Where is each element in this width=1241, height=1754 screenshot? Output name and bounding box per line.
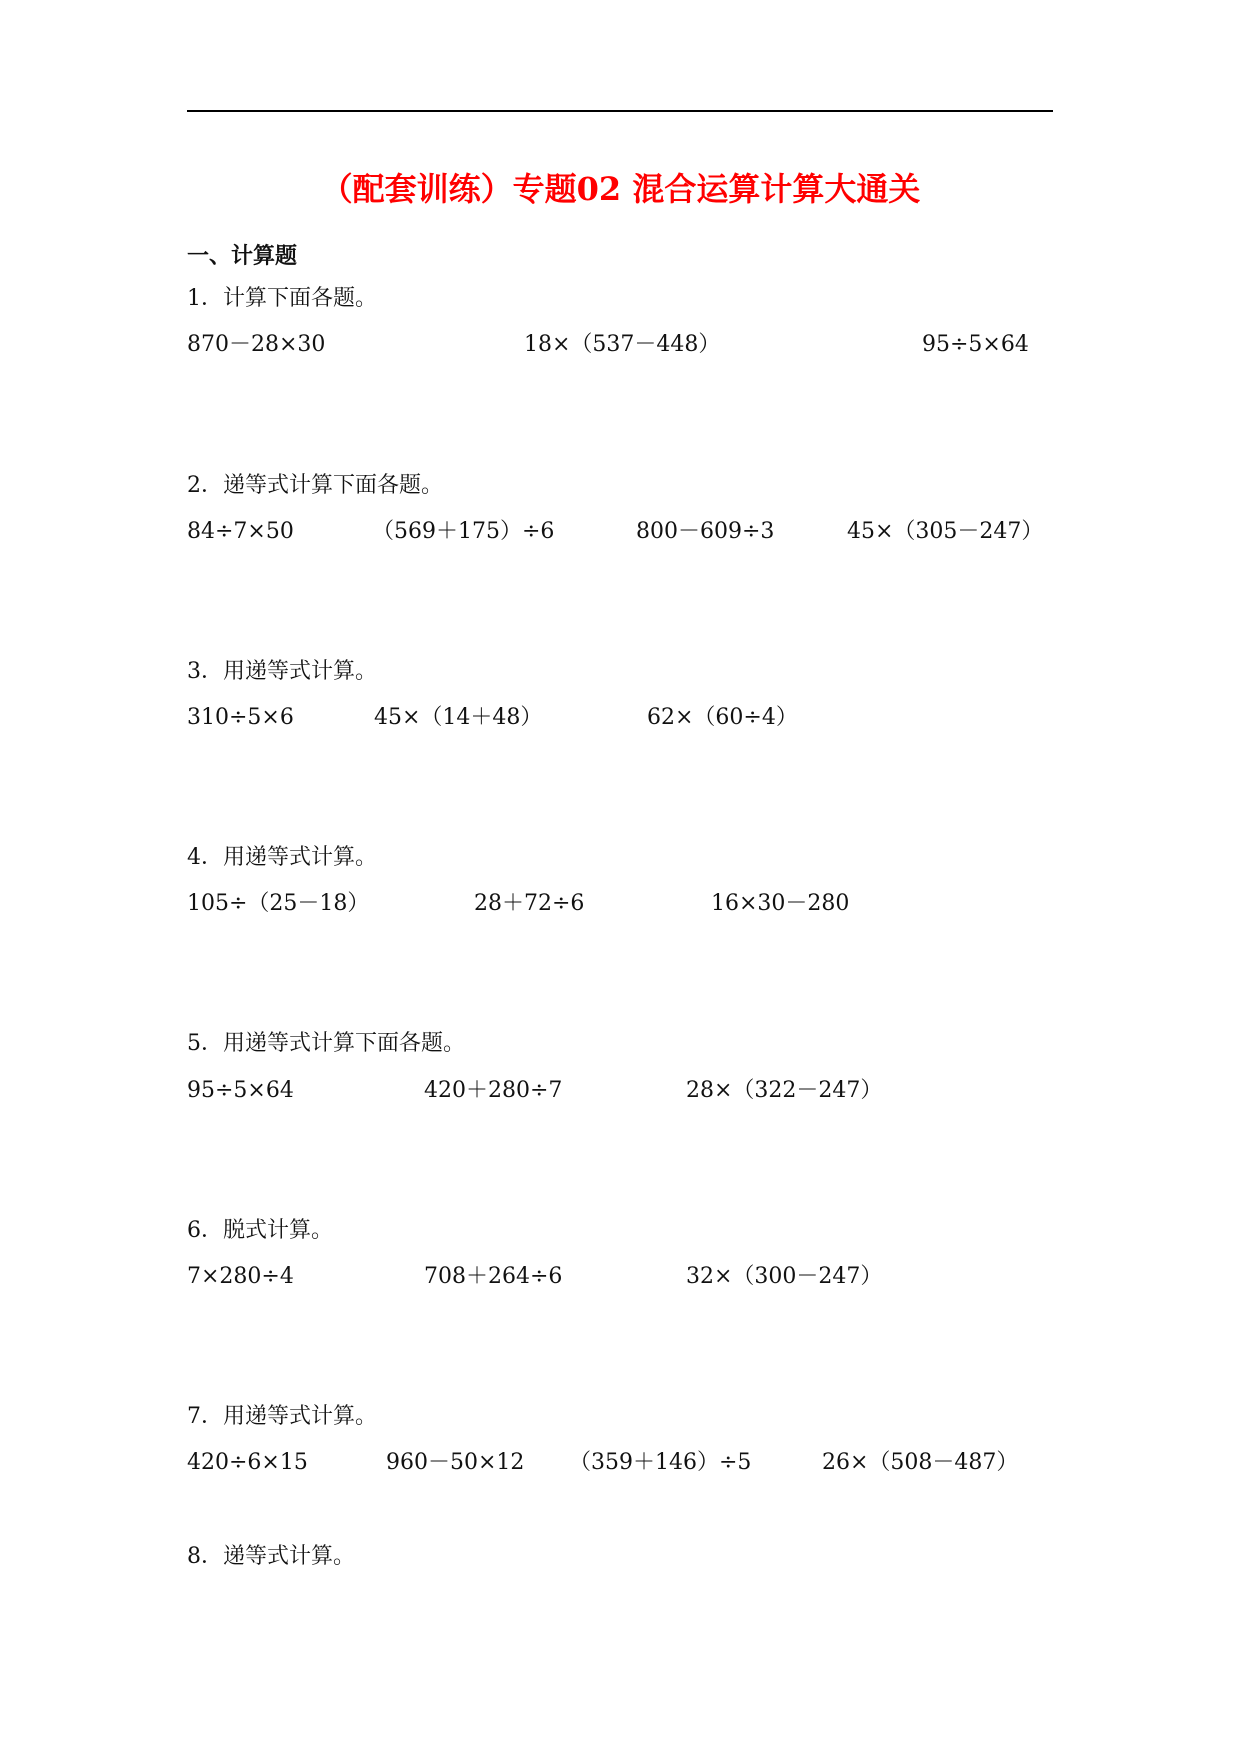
question-2-expr-3: 800－609÷3 [636,519,775,544]
page-title: （配套训练）专题02 混合运算计算大通关 [320,170,921,208]
question-8-title: 8．递等式计算。 [187,1544,355,1569]
question-2-expr-4: 45×（305－247） [847,519,1044,544]
question-7-expr-1: 420÷6×15 [187,1450,308,1475]
section-heading: 一、计算题 [187,244,298,269]
question-1-expr-2: 18×（537－448） [524,332,721,357]
question-7-expr-4: 26×（508－487） [822,1450,1019,1475]
question-1-expr-1: 870－28×30 [187,332,326,357]
question-4-expr-1: 105÷（25－18） [187,891,370,916]
question-3-expr-2: 45×（14＋48） [374,705,543,730]
header-rule [187,110,1053,112]
question-3-expr-1: 310÷5×6 [187,705,294,730]
question-4-expr-3: 16×30－280 [711,891,850,916]
question-5-expr-3: 28×（322－247） [686,1078,883,1103]
question-3-title: 3．用递等式计算。 [187,659,377,684]
question-1-title: 1．计算下面各题。 [187,286,377,311]
question-6-expr-2: 708＋264÷6 [424,1264,563,1289]
question-1-expr-3: 95÷5×64 [922,332,1029,357]
question-4-title: 4．用递等式计算。 [187,845,377,870]
question-7-title: 7．用递等式计算。 [187,1404,377,1429]
question-2-title: 2．递等式计算下面各题。 [187,473,443,498]
question-4-expr-2: 28＋72÷6 [474,891,585,916]
question-5-expr-2: 420＋280÷7 [424,1078,563,1103]
question-2-expr-1: 84÷7×50 [187,519,294,544]
question-6-expr-3: 32×（300－247） [686,1264,883,1289]
question-2-expr-2: （569＋175）÷6 [372,519,555,544]
question-6-title: 6．脱式计算。 [187,1218,333,1243]
question-5-expr-1: 95÷5×64 [187,1078,294,1103]
question-5-title: 5．用递等式计算下面各题。 [187,1031,465,1056]
question-3-expr-3: 62×（60÷4） [647,705,798,730]
question-7-expr-2: 960－50×12 [386,1450,525,1475]
question-6-expr-1: 7×280÷4 [187,1264,294,1289]
question-7-expr-3: （359＋146）÷5 [569,1450,752,1475]
